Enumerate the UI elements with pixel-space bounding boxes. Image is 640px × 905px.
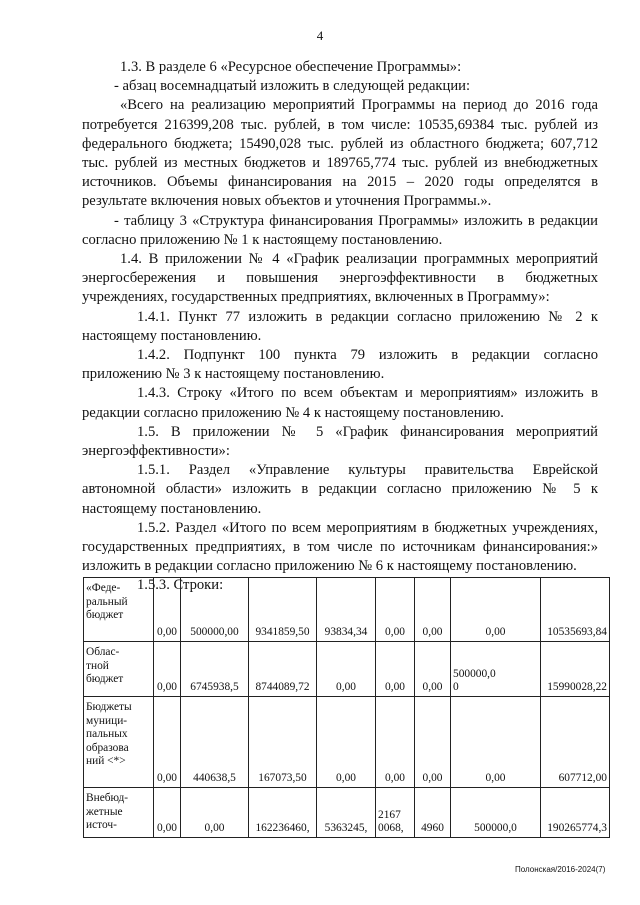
table-cell: 0,00 [154, 697, 181, 788]
table-cell: 607712,00 [541, 697, 610, 788]
table-row [84, 697, 610, 788]
table-cell: 0,00 [376, 642, 415, 697]
table-cell: 0,00 [415, 642, 451, 697]
page-number: 4 [316, 28, 324, 43]
paragraph-1-5-2: 1.5.2. Раздел «Итого по всем мероприятиям в бюджетных учреждениях, государственных предприятиях, в том числе по источникам финансирования:» изложить в редакции согласно приложению № 6 к настоящему постановлению. [82, 519, 598, 575]
table-cell: 190265774,3 [541, 788, 610, 838]
table-cell: 6745938,5 [181, 642, 249, 697]
paragraph-1-4: 1.4. В приложении № 4 «График реализации программных мероприятий энергосбережения и повышения энергоэффективности в бюджетных учреждениях, государственных предприятиях, включенных в Программу»: [82, 251, 598, 306]
paragraph-1-5-1: 1.5.1. Раздел «Управление культуры правительства Еврейской автономной области» изложить в редакции согласно приложению № 5 к настоящему постановлению. [82, 462, 598, 517]
paragraph-1-3: 1.3. В разделе 6 «Ресурсное обеспечение Программы»: [120, 59, 462, 75]
table-cell: 500000,0 0 [451, 642, 541, 697]
table-cell: 0,00 [317, 642, 376, 697]
table-cell: 9341859,50 [249, 578, 317, 642]
document-body [82, 58, 598, 596]
table-cell: 0,00 [415, 578, 451, 642]
paragraph-1-5: 1.5. В приложении № 5 «График финансирования мероприятий энергоэффективности»: [82, 423, 598, 460]
table-cell: 0,00 [376, 578, 415, 642]
table-cell: 0,00 [154, 578, 181, 642]
paragraph-1-4-2: 1.4.2. Подпункт 100 пункта 79 изложить в редакции согласно приложению № 3 к настоящему постановлению. [82, 347, 598, 383]
paragraph-1-4-1: 1.4.1. Пункт 77 изложить в редакции согласно приложению № 2 к настоящему постановлению. [82, 308, 598, 344]
table-row [84, 788, 610, 838]
paragraph-abzac: - абзац восемнадцатый изложить в следующей редакции: [114, 78, 471, 95]
table-cell: 0,00 [154, 642, 181, 697]
table-cell: 5363245, [317, 788, 376, 838]
paragraph-1-4-3: 1.4.3. Строку «Итого по всем объектам и мероприятиям» изложить в редакции согласно приложению № 4 к настоящему постановлению. [82, 385, 598, 421]
footer-reference: Полонская/2016-2024(7) [515, 865, 606, 874]
financing-table [83, 577, 610, 838]
row-label: «Феде- ральный бюджет [84, 578, 154, 642]
table-cell: 162236460, [249, 788, 317, 838]
table-cell: 8744089,72 [249, 642, 317, 697]
table-cell: 440638,5 [181, 697, 249, 788]
table-cell: 0,00 [415, 697, 451, 788]
table-cell: 15990028,22 [541, 642, 610, 697]
paragraph-table3: - таблицу 3 «Структура финансирования Программы» изложить в редакции согласно приложению № 1 к настоящему постановлению. [82, 212, 598, 248]
table-cell: 167073,50 [249, 697, 317, 788]
paragraph-quote: «Всего на реализацию мероприятий Программы на период до 2016 года потребуется 216399,208 тыс. рублей, в том числе: 10535,69384 тыс. рублей из федерального бюджета; 15490,028 тыс. рублей из областного бюджета; 607,712 тыс. рублей из местных бюджетов и 189765,774 тыс. рублей из внебюджетных источников. Объемы финансирования на 2015 – 2020 годы определятся в результате включения новых объектов и уточнения Программы.». [82, 97, 598, 210]
table-cell: 4960 [415, 788, 451, 838]
table-cell: 10535693,84 [541, 578, 610, 642]
table-cell: 2167 0068, [376, 788, 415, 838]
table-cell: 0,00 [451, 697, 541, 788]
table-cell: 0,00 [376, 697, 415, 788]
table-row [84, 642, 610, 697]
table-cell: 0,00 [181, 788, 249, 838]
table-cell: 0,00 [317, 697, 376, 788]
row-label: Бюджеты муници- пальных образова ний <*> [84, 697, 154, 788]
table-cell: 0,00 [154, 788, 181, 838]
table-cell: 93834,34 [317, 578, 376, 642]
table-cell: 500000,0 [451, 788, 541, 838]
row-label: Внебюд- жетные источ- [84, 788, 154, 838]
table-row [84, 578, 610, 642]
row-label: Облас- тной бюджет [84, 642, 154, 697]
paragraph-1-5-3: 1.5.3. Строки: [137, 577, 224, 594]
table-cell: 500000,00 [181, 578, 249, 642]
table-cell: 0,00 [451, 578, 541, 642]
